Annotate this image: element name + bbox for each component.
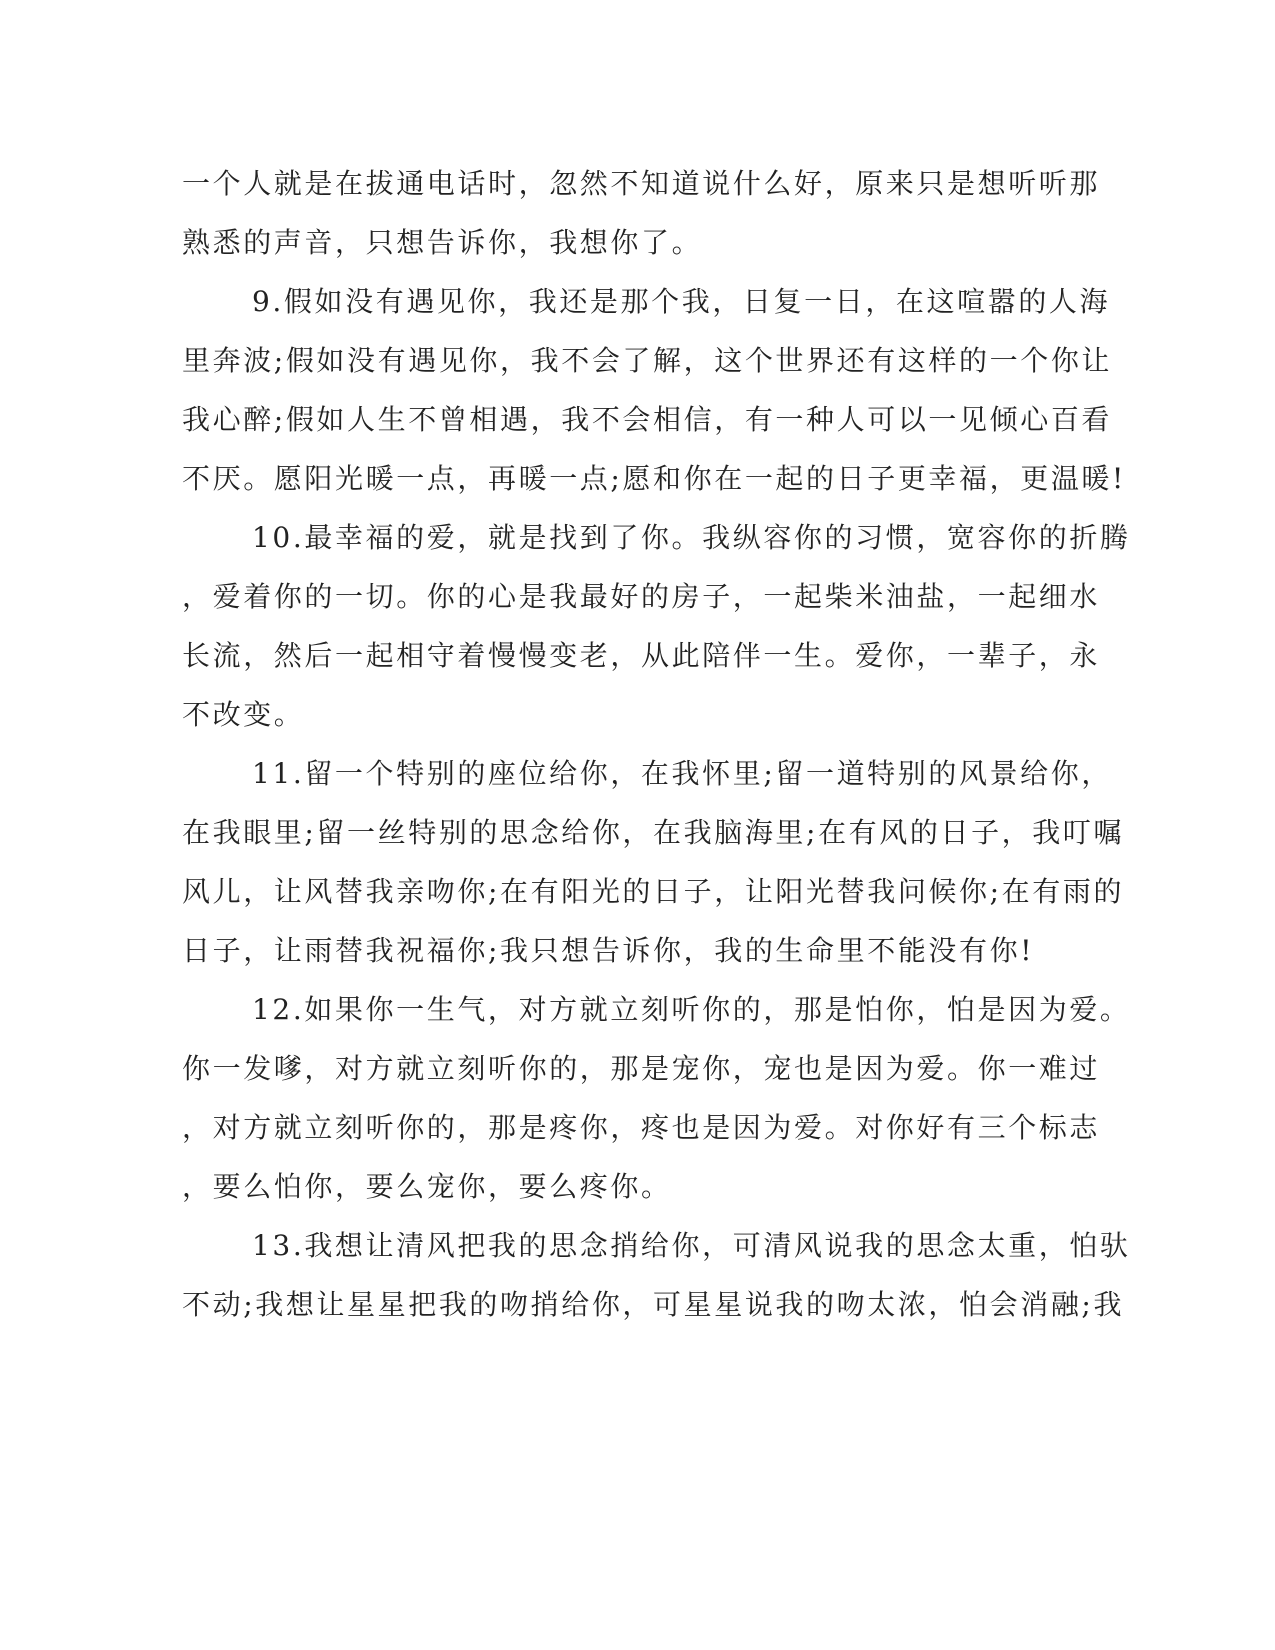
text-line: 长流，然后一起相守着慢慢变老，从此陪伴一生。爱你，一辈子，永	[182, 639, 1101, 672]
text-line: 不动;我想让星星把我的吻捎给你，可星星说我的吻太浓，怕会消融;我	[182, 1288, 1125, 1321]
text-line: 日子，让雨替我祝福你;我只想告诉你，我的生命里不能没有你!	[182, 934, 1035, 967]
paragraph-start-line: 9.假如没有遇见你，我还是那个我，日复一日，在这喧嚣的人海	[252, 285, 1111, 318]
paragraph-start-line: 12.如果你一生气，对方就立刻听你的，那是怕你，怕是因为爱。	[252, 993, 1131, 1026]
body-text	[182, 154, 1131, 1334]
text-line: 不改变。	[182, 698, 305, 731]
text-line: 我心醉;假如人生不曾相遇，我不会相信，有一种人可以一见倾心百看	[182, 403, 1113, 436]
text-line: ，要么怕你，要么宠你，要么疼你。	[182, 1170, 672, 1203]
paragraph-start-line: 10.最幸福的爱，就是找到了你。我纵容你的习惯，宽容你的折腾	[252, 521, 1131, 554]
text-line: ，爱着你的一切。你的心是我最好的房子，一起柴米油盐，一起细水	[182, 580, 1101, 613]
text-line: 熟悉的声音，只想告诉你，我想你了。	[182, 226, 703, 259]
text-line: 不厌。愿阳光暖一点，再暖一点;愿和你在一起的日子更幸福，更温暖!	[182, 462, 1126, 495]
text-line: 里奔波;假如没有遇见你，我不会了解，这个世界还有这样的一个你让	[182, 344, 1113, 377]
paragraph-start-line: 13.我想让清风把我的思念捎给你，可清风说我的思念太重，怕驮	[252, 1229, 1131, 1262]
text-line: 一个人就是在拔通电话时，忽然不知道说什么好，原来只是想听听那	[182, 167, 1101, 200]
text-line: ，对方就立刻听你的，那是疼你，疼也是因为爱。对你好有三个标志	[182, 1111, 1101, 1144]
paragraph-start-line: 11.留一个特别的座位给你，在我怀里;留一道特别的风景给你，	[252, 757, 1112, 790]
text-line: 你一发嗲，对方就立刻听你的，那是宠你，宠也是因为爱。你一难过	[182, 1052, 1101, 1085]
text-line: 风儿，让风替我亲吻你;在有阳光的日子，让阳光替我问候你;在有雨的	[182, 875, 1125, 908]
text-line: 在我眼里;留一丝特别的思念给你，在我脑海里;在有风的日子，我叮嘱	[182, 816, 1125, 849]
